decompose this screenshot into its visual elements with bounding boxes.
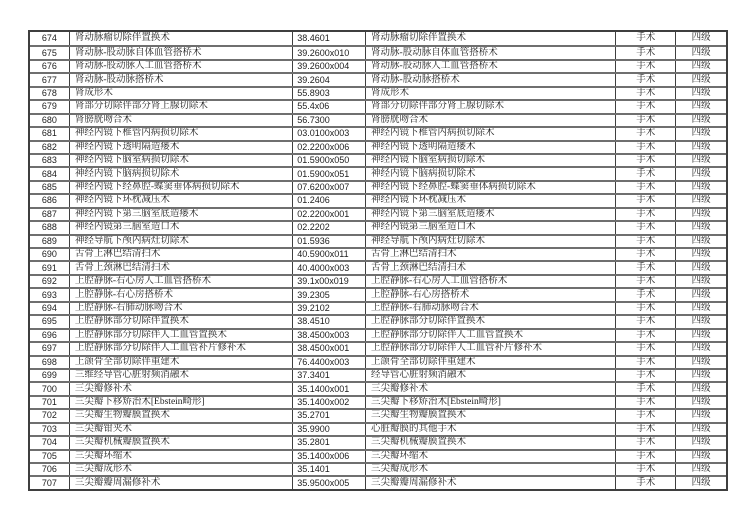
- cell-procedure-code: 39.2600x010: [293, 47, 366, 58]
- cell-procedure-name: 上腔静脉部分切除伴人工血管置换术: [70, 330, 293, 341]
- table-row: [30, 86, 726, 99]
- cell-procedure-code: 55.8903: [293, 88, 366, 99]
- cell-procedure-name: 神经内镜下经鼻腔-蝶窦垂体病损切除术: [70, 182, 293, 193]
- cell-row-number: 680: [30, 115, 70, 126]
- cell-procedure-name-right: 舌骨上淋巴结清扫术: [366, 249, 616, 260]
- cell-procedure-name-right: 上腔静脉部分切除伴人工血管补片修补术: [366, 343, 616, 354]
- cell-category: 手术: [616, 397, 676, 408]
- cell-row-number: 696: [30, 330, 70, 341]
- cell-level: 四级: [691, 114, 711, 125]
- table-row: [30, 328, 726, 341]
- cell-procedure-code: 01.2406: [293, 195, 366, 206]
- cell-row-number: 704: [30, 437, 70, 448]
- cell-procedure-code: 03.0100x003: [293, 128, 366, 139]
- cell-row-number: 694: [30, 303, 70, 314]
- cell-procedure-name-right: 肾动脉-股动脉搭桥术: [366, 74, 616, 85]
- cell-procedure-name: 舌骨上淋巴结清扫术: [70, 249, 293, 260]
- cell-procedure-name: 三尖瓣成形术: [70, 464, 293, 475]
- table-row: [30, 355, 726, 368]
- cell-category: 手术: [616, 289, 676, 300]
- cell-level: 四级: [691, 235, 711, 246]
- cell-procedure-name-right: 三尖瓣修补术: [366, 383, 616, 394]
- cell-procedure-name-right: 舌骨上颈淋巴结清扫术: [366, 262, 616, 273]
- cell-procedure-name-right: 神经导航下颅内病灶切除术: [366, 236, 616, 247]
- cell-level: 四级: [691, 450, 711, 461]
- cell-category: 手术: [616, 61, 676, 72]
- cell-procedure-name: 三维经导管心脏射频消融术: [70, 370, 293, 381]
- cell-procedure-name-right: 三尖瓣环缩术: [366, 451, 616, 462]
- cell-row-number: 699: [30, 370, 70, 381]
- cell-row-number: 681: [30, 128, 70, 139]
- cell-level: 四级: [691, 262, 711, 273]
- cell-procedure-name-right: 肾动脉-股动脉自体血管搭桥术: [366, 47, 616, 58]
- cell-category: 手术: [616, 303, 676, 314]
- cell-procedure-name: 神经导航下颅内病灶切除术: [70, 236, 293, 247]
- cell-category: 手术: [616, 74, 676, 85]
- cell-row-number: 701: [30, 397, 70, 408]
- cell-procedure-code: 38.4500x003: [293, 330, 366, 341]
- cell-procedure-code: 35.2801: [293, 437, 366, 448]
- cell-procedure-name: 上腔静脉-右心房人工血管搭桥术: [70, 276, 293, 287]
- cell-procedure-name: 上腔静脉-右心房搭桥术: [70, 289, 293, 300]
- cell-procedure-code: 39.2600x004: [293, 61, 366, 72]
- cell-procedure-code: 38.4500x001: [293, 343, 366, 354]
- cell-procedure-name-right: 三尖瓣下移矫治术[Ebstein畸形]: [366, 397, 616, 408]
- cell-procedure-name: 神经内镜第三脑室造口术: [70, 222, 293, 233]
- cell-procedure-name: 神经内镜下椎管内病损切除术: [70, 128, 293, 139]
- cell-level: 四级: [691, 74, 711, 85]
- cell-category: 手术: [616, 155, 676, 166]
- cell-row-number: 693: [30, 289, 70, 300]
- cell-level: 四级: [691, 356, 711, 367]
- cell-row-number: 675: [30, 47, 70, 58]
- cell-procedure-code: 40.4000x003: [293, 262, 366, 273]
- cell-procedure-code: 02.2202: [293, 222, 366, 233]
- cell-procedure-name-right: 三尖瓣生物瓣膜置换术: [366, 410, 616, 421]
- cell-row-number: 674: [30, 32, 70, 45]
- cell-procedure-code: 35.1400x002: [293, 397, 366, 408]
- cell-procedure-code: 35.1400x006: [293, 451, 366, 462]
- cell-procedure-name-right: 肾动脉-股动脉人工血管搭桥术: [366, 61, 616, 72]
- cell-category: 手术: [616, 222, 676, 233]
- cell-level: 四级: [691, 477, 711, 488]
- table-row: [30, 113, 726, 126]
- cell-procedure-code: 35.2701: [293, 410, 366, 421]
- cell-category: 手术: [616, 330, 676, 341]
- cell-procedure-name: 三尖瓣下移矫治术[Ebstein畸形]: [70, 397, 293, 408]
- cell-row-number: 707: [30, 477, 70, 488]
- cell-row-number: 702: [30, 410, 70, 421]
- cell-level: 四级: [691, 87, 711, 98]
- cell-row-number: 698: [30, 357, 70, 368]
- table-row: [30, 234, 726, 247]
- cell-row-number: 686: [30, 195, 70, 206]
- cell-procedure-name: 神经内镜下脑病损切除术: [70, 168, 293, 179]
- cell-category: 手术: [616, 383, 676, 394]
- table-row: [30, 32, 726, 45]
- cell-category: 手术: [616, 47, 676, 58]
- cell-category: 手术: [616, 451, 676, 462]
- cell-procedure-name-right: 三尖瓣瓣周漏修补术: [366, 477, 616, 488]
- cell-row-number: 676: [30, 61, 70, 72]
- cell-procedure-name-right: 肾动脉瘤切除伴置换术: [366, 32, 616, 45]
- cell-procedure-name-right: 上腔静脉-右心房搭桥术: [366, 289, 616, 300]
- cell-procedure-code: 39.1x00x019: [293, 276, 366, 287]
- cell-level: 四级: [691, 316, 711, 327]
- cell-category: 手术: [616, 357, 676, 368]
- cell-row-number: 683: [30, 155, 70, 166]
- cell-procedure-name: 三尖瓣机械瓣膜置换术: [70, 437, 293, 448]
- cell-row-number: 705: [30, 451, 70, 462]
- cell-procedure-name-right: 三尖瓣机械瓣膜置换术: [366, 437, 616, 448]
- cell-level: 四级: [691, 410, 711, 421]
- cell-procedure-name: 神经内镜下环枕减压术: [70, 195, 293, 206]
- table-row: [30, 475, 726, 488]
- table-row: [30, 45, 726, 58]
- cell-category: 手术: [616, 464, 676, 475]
- cell-procedure-name: 肾动脉-股动脉自体血管搭桥术: [70, 47, 293, 58]
- cell-procedure-code: 07.6200x007: [293, 182, 366, 193]
- cell-procedure-name-right: 神经内镜下脑病损切除术: [366, 168, 616, 179]
- cell-procedure-name-right: 神经内镜第三脑室造口术: [366, 222, 616, 233]
- cell-row-number: 695: [30, 316, 70, 327]
- cell-procedure-code: 01.5900x051: [293, 168, 366, 179]
- cell-category: 手术: [616, 142, 676, 153]
- cell-procedure-name-right: 三尖瓣成形术: [366, 464, 616, 475]
- cell-level: 四级: [691, 47, 711, 58]
- cell-level: 四级: [691, 155, 711, 166]
- table-row: [30, 140, 726, 153]
- cell-procedure-name-right: 神经内镜下椎管内病损切除术: [366, 128, 616, 139]
- cell-procedure-code: 35.1401: [293, 464, 366, 475]
- cell-category: 手术: [616, 249, 676, 260]
- cell-procedure-code: 02.2200x006: [293, 142, 366, 153]
- table-row: [30, 166, 726, 179]
- cell-procedure-name-right: 上腔静脉-右心房人工血管搭桥术: [366, 276, 616, 287]
- table-row: [30, 449, 726, 462]
- table-row: [30, 207, 726, 220]
- table-row: [30, 341, 726, 354]
- cell-row-number: 682: [30, 142, 70, 153]
- table-row: [30, 59, 726, 72]
- cell-level: 四级: [691, 464, 711, 475]
- cell-row-number: 703: [30, 424, 70, 435]
- cell-level: 四级: [691, 329, 711, 340]
- cell-procedure-name-right: 神经内镜下经鼻腔-蝶窦垂体病损切除术: [366, 182, 616, 193]
- table-row: [30, 435, 726, 448]
- table-row: [30, 126, 726, 139]
- cell-category: 手术: [616, 209, 676, 220]
- cell-procedure-code: 40.5900x011: [293, 249, 366, 260]
- cell-procedure-code: 01.5936: [293, 236, 366, 247]
- table-row: [30, 301, 726, 314]
- cell-procedure-name-right: 上颌骨全部切除伴重建术: [366, 357, 616, 368]
- cell-procedure-name: 神经内镜下透明隔造瘘术: [70, 142, 293, 153]
- cell-row-number: 678: [30, 88, 70, 99]
- cell-level: 四级: [691, 370, 711, 381]
- table-row: [30, 247, 726, 260]
- cell-level: 四级: [691, 302, 711, 313]
- cell-procedure-code: 39.2102: [293, 303, 366, 314]
- cell-procedure-code: 35.9900: [293, 424, 366, 435]
- table-row: [30, 180, 726, 193]
- table-row: [30, 260, 726, 273]
- cell-level: 四级: [691, 249, 711, 260]
- cell-category: 手术: [616, 410, 676, 421]
- cell-procedure-name: 三尖瓣生物瓣膜置换术: [70, 410, 293, 421]
- cell-category: 手术: [616, 168, 676, 179]
- cell-procedure-name: 神经内镜下脑室病损切除术: [70, 155, 293, 166]
- cell-procedure-name: 三尖瓣环缩术: [70, 451, 293, 462]
- cell-category: 手术: [616, 236, 676, 247]
- cell-level: 四级: [691, 343, 711, 354]
- cell-procedure-code: 38.4601: [293, 32, 366, 45]
- cell-level: 四级: [691, 101, 711, 112]
- cell-procedure-code: 37.3401: [293, 370, 366, 381]
- cell-level: 四级: [691, 141, 711, 152]
- cell-procedure-name-right: 神经内镜下环枕减压术: [366, 195, 616, 206]
- cell-level: 四级: [691, 182, 711, 193]
- cell-procedure-name-right: 肾部分切除伴部分肾上腺切除术: [366, 101, 616, 112]
- cell-procedure-name: 肾膀胱吻合术: [70, 115, 293, 126]
- table-row: [30, 422, 726, 435]
- cell-procedure-code: 35.1400x001: [293, 383, 366, 394]
- cell-procedure-code: 76.4400x003: [293, 357, 366, 368]
- cell-row-number: 697: [30, 343, 70, 354]
- table-row: [30, 72, 726, 85]
- cell-level: 四级: [691, 437, 711, 448]
- cell-procedure-name-right: 肾膀胱吻合术: [366, 115, 616, 126]
- cell-procedure-code: 39.2604: [293, 74, 366, 85]
- cell-level: 四级: [691, 195, 711, 206]
- cell-row-number: 688: [30, 222, 70, 233]
- cell-procedure-code: 38.4510: [293, 316, 366, 327]
- cell-category: 手术: [616, 437, 676, 448]
- cell-procedure-code: 56.7300: [293, 115, 366, 126]
- cell-level: 四级: [691, 383, 711, 394]
- cell-procedure-name: 肾成形术: [70, 88, 293, 99]
- cell-row-number: 692: [30, 276, 70, 287]
- table-row: [30, 368, 726, 381]
- procedure-table: [28, 30, 728, 491]
- table-row: [30, 287, 726, 300]
- cell-procedure-name: 上腔静脉部分切除伴置换术: [70, 316, 293, 327]
- cell-procedure-code: 35.9500x005: [293, 477, 366, 488]
- cell-category: 手术: [616, 101, 676, 112]
- cell-level: 四级: [691, 289, 711, 300]
- cell-row-number: 677: [30, 74, 70, 85]
- cell-category: 手术: [616, 343, 676, 354]
- cell-category: 手术: [616, 88, 676, 99]
- cell-row-number: 706: [30, 464, 70, 475]
- cell-procedure-name-right: 神经内镜下透明隔造瘘术: [366, 142, 616, 153]
- cell-procedure-name-right: 神经内镜下第三脑室底造瘘术: [366, 209, 616, 220]
- cell-procedure-name-right: 上腔静脉部分切除伴置换术: [366, 316, 616, 327]
- table-row: [30, 274, 726, 287]
- table-row: [30, 462, 726, 475]
- cell-row-number: 687: [30, 209, 70, 220]
- cell-category: 手术: [616, 32, 676, 45]
- cell-procedure-name-right: 心脏瓣膜的其他手术: [366, 424, 616, 435]
- cell-procedure-name-right: 经导管心脏射频消融术: [366, 370, 616, 381]
- cell-category: 手术: [616, 195, 676, 206]
- cell-row-number: 679: [30, 101, 70, 112]
- cell-procedure-name-right: 上腔静脉部分切除伴人工血管置换术: [366, 330, 616, 341]
- cell-row-number: 690: [30, 249, 70, 260]
- cell-level: 四级: [691, 423, 711, 434]
- cell-row-number: 684: [30, 168, 70, 179]
- cell-procedure-name: 上颌骨全部切除伴重建术: [70, 357, 293, 368]
- table-row: [30, 99, 726, 112]
- cell-procedure-name: 舌骨上颈淋巴结清扫术: [70, 262, 293, 273]
- cell-procedure-name-right: 肾成形术: [366, 88, 616, 99]
- cell-procedure-name: 上腔静脉-右肺动脉吻合术: [70, 303, 293, 314]
- cell-procedure-name: 肾部分切除伴部分肾上腺切除术: [70, 101, 293, 112]
- cell-level: 四级: [691, 33, 711, 44]
- cell-row-number: 685: [30, 182, 70, 193]
- cell-category: 手术: [616, 115, 676, 126]
- cell-procedure-name: 肾动脉瘤切除伴置换术: [70, 32, 293, 45]
- cell-procedure-name: 肾动脉-股动脉搭桥术: [70, 74, 293, 85]
- cell-row-number: 700: [30, 383, 70, 394]
- cell-level: 四级: [691, 128, 711, 139]
- table-row: [30, 153, 726, 166]
- cell-level: 四级: [691, 208, 711, 219]
- cell-category: 手术: [616, 370, 676, 381]
- cell-procedure-name: 上腔静脉部分切除伴人工血管补片修补术: [70, 343, 293, 354]
- cell-procedure-code: 02.2200x001: [293, 209, 366, 220]
- table-row: [30, 381, 726, 394]
- cell-procedure-code: 55.4x06: [293, 101, 366, 112]
- cell-procedure-name-right: 神经内镜下脑室病损切除术: [366, 155, 616, 166]
- cell-level: 四级: [691, 222, 711, 233]
- cell-level: 四级: [691, 276, 711, 287]
- table-row: [30, 395, 726, 408]
- cell-category: 手术: [616, 128, 676, 139]
- cell-level: 四级: [691, 61, 711, 72]
- cell-procedure-name: 三尖瓣修补术: [70, 383, 293, 394]
- cell-procedure-name: 肾动脉-股动脉人工血管搭桥术: [70, 61, 293, 72]
- cell-procedure-name: 三尖瓣瓣周漏修补术: [70, 477, 293, 488]
- table-row: [30, 220, 726, 233]
- cell-procedure-name-right: 上腔静脉-右肺动脉吻合术: [366, 303, 616, 314]
- cell-level: 四级: [691, 168, 711, 179]
- cell-category: 手术: [616, 424, 676, 435]
- cell-category: 手术: [616, 316, 676, 327]
- cell-category: 手术: [616, 477, 676, 488]
- table-row: [30, 314, 726, 327]
- cell-category: 手术: [616, 262, 676, 273]
- cell-procedure-code: 01.5900x050: [293, 155, 366, 166]
- cell-procedure-name: 神经内镜下第三脑室底造瘘术: [70, 209, 293, 220]
- cell-procedure-name: 三尖瓣钳夹术: [70, 424, 293, 435]
- cell-level: 四级: [691, 397, 711, 408]
- cell-category: 手术: [616, 182, 676, 193]
- cell-row-number: 691: [30, 262, 70, 273]
- cell-row-number: 689: [30, 236, 70, 247]
- table-row: [30, 408, 726, 421]
- cell-category: 手术: [616, 276, 676, 287]
- cell-procedure-code: 39.2305: [293, 289, 366, 300]
- table-row: [30, 193, 726, 206]
